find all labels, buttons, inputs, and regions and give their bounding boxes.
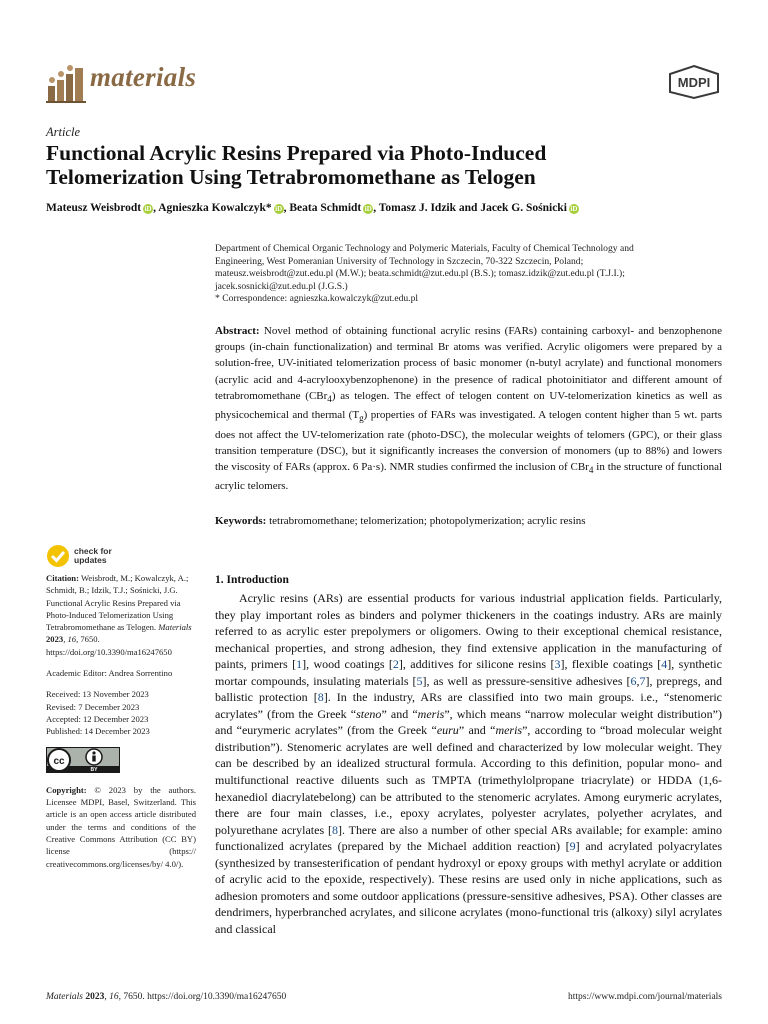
body-text: ], as well as pressure-sensitive adhesives [ — [422, 673, 631, 688]
sidebar — [46, 544, 196, 879]
affiliation-emails[interactable]: jacek.sosnicki@zut.edu.pl (J.G.S.) — [215, 280, 348, 292]
citation-volume: , 16, — [63, 634, 79, 645]
citation-ref[interactable]: 8 — [331, 822, 338, 837]
citation-ref[interactable]: 4 — [661, 657, 668, 672]
keywords-text: tetrabromomethane; telomerization; photopolymerization; acrylic resins — [266, 515, 586, 527]
author-name[interactable]: Tomasz J. Idzik — [378, 202, 457, 214]
mdpi-logo-icon — [664, 64, 724, 100]
citation — [46, 572, 196, 658]
affiliation — [215, 243, 720, 306]
dates — [46, 688, 196, 737]
author-separator: , — [373, 202, 379, 214]
author-name[interactable]: Agnieszka Kowalczyk — [158, 202, 266, 214]
body-italic: meris — [417, 706, 445, 721]
keywords-label: Keywords: — [215, 515, 267, 527]
section-heading: 1. Introduction — [215, 574, 289, 586]
body-text: ” and “ — [381, 706, 418, 721]
citation-ref[interactable]: 3 — [554, 657, 561, 672]
copyright — [46, 784, 196, 870]
footer-journal: Materials — [46, 992, 83, 1002]
author-separator: , — [153, 202, 159, 214]
citation-ref[interactable]: 9 — [569, 839, 576, 854]
body-text: ” and “ — [458, 723, 496, 738]
title-line-1: Functional Acrylic Resins Prepared via Photo-Induced — [46, 141, 547, 165]
citation-ref[interactable]: 2 — [392, 657, 399, 672]
affiliation-emails[interactable]: mateusz.weisbrodt@zut.edu.pl (M.W.); beata.schmidt@zut.edu.pl (B.S.); tomasz.idzik@zut.edu.pl (T.J.I.); — [215, 268, 625, 279]
abstract-subscript: g — [359, 413, 364, 424]
page-title — [46, 141, 726, 189]
orcid-icon[interactable]: iD — [275, 205, 283, 213]
check-for-label: check for — [74, 546, 112, 556]
body-text: ], additives for silicone resins [ — [398, 657, 555, 672]
footer-citation — [46, 992, 286, 1002]
abstract-text: in the structure of functional acrylic telomers. — [215, 461, 723, 493]
body-text: ”, according to “broad molecular weight distribution”). Stenomeric acrylates are well defined and characterized by low molecular weight. They can be described by an idealized structural formula. According to this definition, popular mono- and multifunctional reactive diluents such as TMPTA (trimethylolpropane triacrylate) or HDDA (1,6-hexanediol diacrylatebelong) can be attributed to the stenomeric acrylates. Among eurymeric acrylates, there are four main classes, i.e., epoxy acrylates, polyester acrylates, polyether acrylates, and polyurethane acrylates [ — [215, 723, 722, 837]
footer-doi[interactable]: 7650. https://doi.org/10.3390/ma16247650 — [120, 992, 287, 1002]
journal-logo — [46, 60, 246, 104]
body-text: Acrylic resins (ARs) are essential products for various industrial application fields. Particularly, they play important roles as binders and polymer thickeners in the coatings industry. ARs are mainly referred to as acrylic ester prepolymers or oligomers. Owing to their exceptional chemical resistance, mechanical properties, and strong adhesion, they find extensive application in the manufacturing of paints, primers [ — [215, 591, 722, 672]
correspondence[interactable]: * Correspondence: agnieszka.kowalczyk@zut.edu.pl — [215, 293, 419, 304]
citation-ref[interactable]: 1 — [296, 657, 303, 672]
article-type: Article — [46, 125, 81, 139]
check-for-updates-badge[interactable] — [46, 544, 196, 568]
published-date: Published: 14 December 2023 — [46, 726, 150, 737]
body-text: ]. There are also a number of other special ARs available; for example: amino functionalized acrylates (prepared by the Michael addition reaction) [ — [215, 822, 722, 854]
citation-doi[interactable]: 7650. https://doi.org/10.3390/ma16247650 — [46, 634, 172, 657]
body-text: ”, which means “narrow molecular weight distribution”) and “eurymeric acrylates” (from the Greek “ — [215, 706, 723, 738]
citation-label: Citation: — [46, 573, 79, 583]
check-for-updates-icon — [46, 544, 70, 568]
affiliation-line: Department of Chemical Organic Technology and Polymeric Materials, Faculty of Chemical Technology and — [215, 243, 634, 254]
abstract-text: Novel method of obtaining functional acrylic resins (FARs) containing carboxyl- and benzophenone groups (in-chain functionalization) and terminal Br atoms was verified. Acrylic oligomers were prepared by a solution-free, UV-initiated telomerization process of basic monomer (n-butyl acrylate) and functional monomers (acrylic acid and 4-acrylooxybenzophenone) in the presence of radical photoinitiator and different amount of tetrabromomethane (CBr — [215, 325, 722, 402]
by-label: BY — [90, 766, 98, 773]
materials-logo-icon — [46, 60, 86, 104]
academic-editor: Academic Editor: Andrea Sorrentino — [46, 668, 173, 679]
abstract-subscript: 4 — [588, 465, 594, 476]
received-date: Received: 13 November 2023 — [46, 689, 149, 700]
body-italic: steno — [356, 706, 382, 721]
body-italic: euru — [436, 723, 459, 738]
citation-year: 2023 — [46, 634, 64, 645]
abstract-label: Abstract: — [215, 325, 260, 337]
updates-label: updates — [74, 555, 107, 565]
accepted-date: Accepted: 12 December 2023 — [46, 713, 149, 724]
author-separator: and — [456, 202, 481, 214]
orcid-icon[interactable]: iD — [364, 205, 372, 213]
orcid-icon[interactable]: iD — [144, 205, 152, 213]
copyright-label: Copyright: — [46, 784, 87, 795]
abstract-subscript: 4 — [327, 394, 332, 404]
body-text: ], synthetic mortar compounds, insulating materials [ — [215, 657, 722, 688]
abstract-text: ) as telogen. The effect of telogen content on UV-telomerization kinetics as well as physicochemical and thermal (T — [215, 389, 722, 422]
body-text: ], prepregs, and ballistic protection [ — [215, 673, 722, 705]
orcid-icon[interactable]: iD — [570, 205, 578, 213]
citation-ref[interactable]: 7 — [639, 673, 646, 688]
abstract-text: ) properties of FARs was investigated. A telogen content higher than 5 wt. parts does not affect the UV-telomerization rate (photo-DSC), the molecular weights of telomers (GPC), or their glass transition temperature (DSC), but it significantly increases the conversion of monomers (up to 88%) and lowers the viscosity of FARs (approx. 6 Pa·s). NMR studies confirmed the inclusion of CBr — [215, 409, 723, 473]
citation-ref[interactable]: 6 — [630, 673, 637, 688]
footer-volume: , 16, — [104, 992, 121, 1002]
cc-by-icon — [46, 747, 120, 773]
body-text: ]. In the industry, ARs are classified into two main groups. i.e., “stenomeric acrylates” (from the Greek “ — [215, 690, 722, 721]
keywords — [215, 514, 722, 528]
citation-text: Weisbrodt, M.; Kowalczyk, A.; Schmidt, B.; Idzik, T.J.; Sośnicki, J.G. Functional Acrylic Resins Prepared via Photo-Induced Telomerization Using Tetrabromomethane as Telogen. — [46, 573, 189, 633]
corresponding-mark: * — [265, 202, 272, 214]
journal-name: materials — [90, 62, 197, 92]
author-list — [46, 202, 726, 214]
publisher-logo — [664, 64, 724, 100]
author-name[interactable]: Mateusz Weisbrodt — [46, 202, 142, 214]
cc-by-badge[interactable] — [46, 747, 196, 776]
introduction-body — [215, 590, 722, 937]
abstract — [215, 323, 722, 495]
citation-ref[interactable]: 5 — [416, 673, 423, 688]
copyright-text: © 2023 by the authors. Licensee MDPI, Basel, Switzerland. This article is an open access article distributed under the terms and conditions of the Creative Commons Attribution (CC BY) license (https:// creativecommons.org/licenses/by/ 4.0/). — [46, 784, 196, 869]
body-text: ] and acrylated polyacrylates (synthesized by transesterification of pendant hydroxyl or epoxy groups with methyl acrylate or addition of acrylic acid to the epoxide, respectively). These resins are used only in niche applications, such as adhesion promoters and some outdoor applications (pressure-sensitive adhesives, PSA). Other classes are dendrimers, hyperbranched acrylates, and silicone acrylates (mono-functional tris (alkoxy) silyl acrylates and classical — [215, 839, 722, 936]
revised-date: Revised: 7 December 2023 — [46, 701, 140, 712]
title-line-2: Telomerization Using Tetrabromomethane as Telogen — [46, 165, 536, 189]
author-name[interactable]: Beata Schmidt — [289, 202, 362, 214]
author-name[interactable]: Jacek G. Sośnicki — [480, 202, 567, 214]
author-separator: , — [283, 202, 290, 214]
body-italic: meris — [495, 723, 523, 738]
affiliation-line: Engineering, West Pomeranian University of Technology in Szczecin, 70-322 Szczecin, Poland; — [215, 255, 584, 267]
cc-label: cc — [53, 755, 65, 767]
footer-year: 2023 — [82, 992, 105, 1002]
body-text: ], flexible coatings [ — [560, 657, 662, 672]
citation-ref[interactable]: 8 — [317, 690, 324, 705]
publisher-name: MDPI — [677, 75, 711, 90]
footer-journal-url[interactable]: https://www.mdpi.com/journal/materials — [568, 992, 722, 1002]
citation-journal: Materials — [158, 622, 192, 633]
body-text: , — [636, 673, 640, 688]
body-text: ], wood coatings [ — [302, 657, 393, 672]
